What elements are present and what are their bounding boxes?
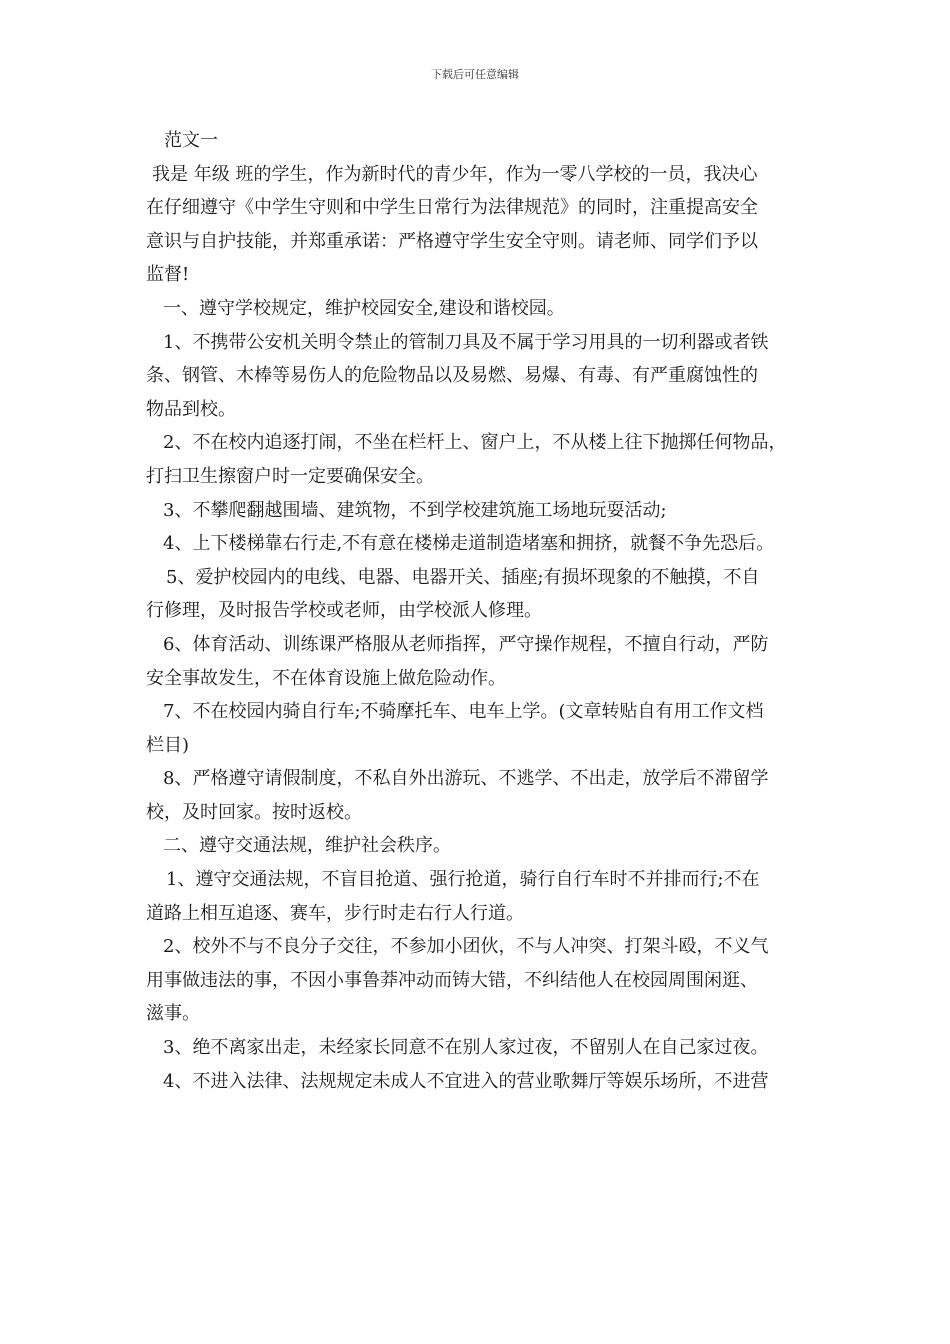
- paragraph-line: 打扫卫生擦窗户时一定要确保安全。: [146, 465, 434, 487]
- section-heading: 一、遵守学校规定，维护校园安全,建设和谐校园。: [163, 297, 565, 319]
- paragraph-line: 3、不攀爬翻越围墙、建筑物，不到学校建筑施工场地玩耍活动;: [163, 499, 667, 521]
- page-header-note: 下载后可任意编辑: [431, 68, 519, 81]
- paragraph-line: 3、绝不离家出走，未经家长同意不在别人家过夜，不留别人在自己家过夜。: [163, 1037, 769, 1059]
- paragraph-line: 用事做违法的事，不因小事鲁莽冲动而铸大错，不纠结他人在校园周围闲逛、: [146, 969, 758, 991]
- paragraph-line: 物品到校。: [146, 398, 236, 420]
- paragraph-line: 7、不在校园内骑自行车;不骑摩托车、电车上学。(文章转贴自有用工作文档: [163, 701, 764, 723]
- paragraph-line: 栏目): [146, 734, 190, 756]
- paragraph-line: 1、不携带公安机关明令禁止的管制刀具及不属于学习用具的一切利器或者铁: [163, 331, 769, 353]
- paragraph-line: 行修理，及时报告学校或老师，由学校派人修理。: [146, 600, 542, 622]
- doc-title: 范文一: [164, 130, 218, 151]
- paragraph-line: 在仔细遵守《中学生守则和中学生日常行为法律规范》的同时，注重提高安全: [146, 197, 758, 219]
- paragraph-line: 校，及时回家。按时返校。: [146, 801, 362, 823]
- paragraph-line: 道路上相互追逐、赛车，步行时走右行人行道。: [146, 902, 524, 924]
- paragraph-line: 2、不在校内追逐打闹，不坐在栏杆上、窗户上，不从楼上往下抛掷任何物品，: [163, 432, 787, 454]
- paragraph-line: 8、严格遵守请假制度，不私自外出游玩、不逃学、不出走，放学后不滞留学: [163, 768, 769, 790]
- document-body: [146, 124, 818, 1098]
- paragraph-line: 滋事。: [146, 1003, 200, 1025]
- paragraph-line: 2、校外不与不良分子交往，不参加小团伙，不与人冲突、打架斗殴，不义气: [163, 936, 769, 958]
- paragraph-line: 6、体育活动、训练课严格服从老师指挥，严守操作规程，不擅自行动，严防: [163, 633, 769, 655]
- paragraph-line: 4、不进入法律、法规规定未成人不宜进入的营业歌舞厅等娱乐场所，不进营: [163, 1070, 769, 1092]
- paragraph-line: 4、上下楼梯靠右行走,不有意在楼梯走道制造堵塞和拥挤，就餐不争先恐后。: [163, 533, 775, 555]
- paragraph-line: 1、遵守交通法规，不盲目抢道、强行抢道，骑行自行车时不并排而行;不在: [166, 869, 760, 891]
- paragraph-line: 条、钢管、木棒等易伤人的危险物品以及易燃、易爆、有毒、有严重腐蚀性的: [146, 365, 758, 387]
- paragraph-line: 监督!: [146, 264, 190, 286]
- paragraph-line: 我是 年级 班的学生，作为新时代的青少年，作为一零八学校的一员，我决心: [152, 163, 758, 185]
- paragraph-line: 意识与自护技能，并郑重承诺：严格遵守学生安全守则。请老师、同学们予以: [146, 230, 758, 252]
- paragraph-line: 5、爱护校园内的电线、电器、电器开关、插座;有损坏现象的不触摸，不自: [166, 566, 760, 588]
- paragraph-line: 安全事故发生，不在体育设施上做危险动作。: [146, 667, 506, 689]
- section-heading: 二、遵守交通法规，维护社会秩序。: [163, 835, 451, 857]
